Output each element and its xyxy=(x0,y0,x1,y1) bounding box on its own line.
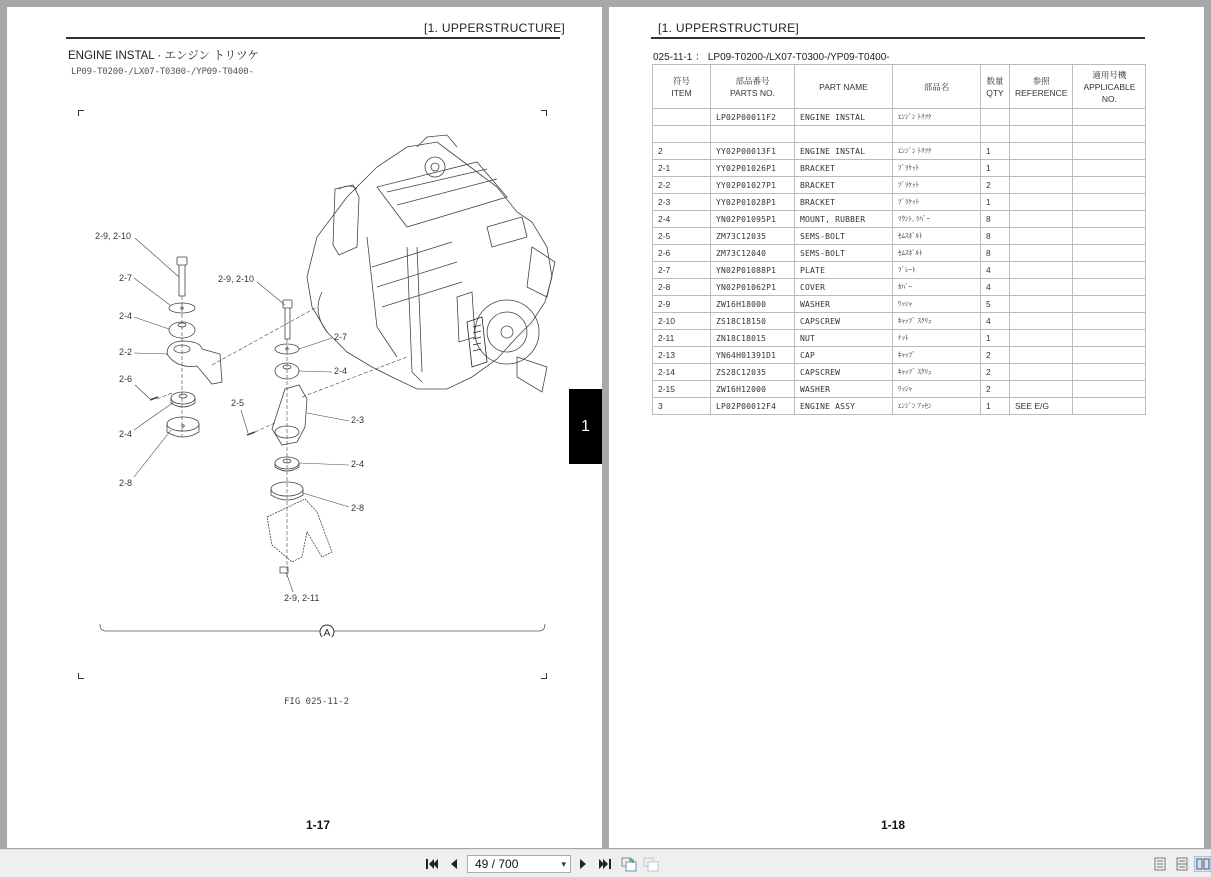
callout-label: 2-9, 2-11 xyxy=(284,593,320,603)
navigation-toolbar xyxy=(0,849,1211,877)
table-row: 2-13 YN64H01391D1 CAP ｷｬｯﾌﾞ 2 xyxy=(653,347,1146,364)
last-page-icon xyxy=(598,858,612,870)
crop-mark xyxy=(78,673,84,679)
table-row: 2-15 ZW16H12000 WASHER ﾜｯｼｬ 2 xyxy=(653,381,1146,398)
right-mount-assembly xyxy=(247,300,332,573)
col-part-name: PART NAME xyxy=(795,65,893,109)
exploded-diagram xyxy=(77,127,557,637)
page-number: 1-17 xyxy=(306,818,331,832)
table-row: 3 LP02P00012F4 ENGINE ASSY ｴﾝｼﾞﾝ ｱｯｾﾝ 1 SEE E/G xyxy=(653,398,1146,415)
chevron-down-icon[interactable]: ▾ xyxy=(561,859,566,869)
table-row: 2-9 ZW16H18000 WASHER ﾜｯｼｬ 5 xyxy=(653,296,1146,313)
col-applicable: 適用号機 APPLICABLE NO. xyxy=(1073,65,1146,109)
figure-caption: FIG 025-11-2 xyxy=(284,697,350,707)
callout-label: 2-3 xyxy=(351,415,365,425)
two-page-icon xyxy=(1196,858,1210,870)
table-row: 2-6 ZM73C12040 SEMS-BOLT ｾﾑｽﾎﾞﾙﾄ 8 xyxy=(653,245,1146,262)
table-row: 2-3 YY02P01028P1 BRACKET ﾌﾞﾗｹｯﾄ 1 xyxy=(653,194,1146,211)
single-page-view-button[interactable] xyxy=(1152,856,1168,872)
callout-label: 2-8 xyxy=(119,478,133,488)
model-range: LP09-T0200-/LX07-T0300-/YP09-T0400- xyxy=(71,67,254,77)
table-row: 2 YY02P00013F1 ENGINE INSTAL ｴﾝｼﾞﾝ ﾄﾘﾂｹ 1 xyxy=(653,143,1146,160)
table-row: LP02P00011F2 ENGINE INSTAL ｴﾝｼﾞﾝ ﾄﾘﾂｹ xyxy=(653,109,1146,126)
table-row: 2-10 ZS18C18150 CAPSCREW ｷｬｯﾌﾞ ｽｸﾘｭ 4 xyxy=(653,313,1146,330)
table-header-row xyxy=(653,65,1146,109)
parts-table xyxy=(652,64,1146,415)
col-item: 符号 ITEM xyxy=(653,65,711,109)
callout-label: 2-4 xyxy=(351,459,365,469)
page-left xyxy=(7,7,602,848)
single-page-icon xyxy=(1154,857,1166,871)
chapter-tab: 1 xyxy=(569,389,602,464)
header-rule xyxy=(651,37,1145,39)
col-part-name-jp: 部品名 xyxy=(893,65,981,109)
crop-mark xyxy=(541,110,547,116)
callout-label: 2-6 xyxy=(119,374,133,384)
table-row: 2-7 YN02P01088P1 PLATE ﾌﾞﾚｰﾄ 4 xyxy=(653,262,1146,279)
page-title: ENGINE INSTAL · エンジン トリツケ xyxy=(68,50,259,62)
table-row: 2-5 ZM73C12035 SEMS-BOLT ｾﾑｽﾎﾞﾙﾄ 8 xyxy=(653,228,1146,245)
callout-label: 2-8 xyxy=(351,503,365,513)
left-mount-assembly xyxy=(150,257,222,437)
continuous-view-button[interactable] xyxy=(1174,856,1190,872)
prev-page-icon xyxy=(449,858,459,870)
page-right xyxy=(609,7,1204,848)
callout-label: 2-7 xyxy=(334,332,348,342)
callout-label: 2-4 xyxy=(334,366,348,376)
crop-mark xyxy=(78,110,84,116)
section-header: [1. UPPERSTRUCTURE] xyxy=(658,21,800,35)
crop-mark xyxy=(541,673,547,679)
view-marker: A xyxy=(323,628,331,637)
last-page-button[interactable] xyxy=(597,856,613,872)
go-forward-button[interactable] xyxy=(643,856,659,872)
callout-label: 2-2 xyxy=(119,347,133,357)
engine-icon xyxy=(307,135,555,392)
next-page-button[interactable] xyxy=(575,856,591,872)
col-parts-no: 部品番号 PARTS NO. xyxy=(711,65,795,109)
continuous-page-icon xyxy=(1176,857,1188,871)
table-row xyxy=(653,126,1146,143)
next-page-icon xyxy=(578,858,588,870)
two-page-view-button[interactable] xyxy=(1194,856,1211,872)
first-page-icon xyxy=(425,858,439,870)
callout-label: 2-5 xyxy=(231,398,245,408)
col-reference: 参照 REFERENCE xyxy=(1010,65,1073,109)
table-row: 2-8 YN02P01062P1 COVER ｶﾊﾞｰ 4 xyxy=(653,279,1146,296)
callout-label: 2-4 xyxy=(119,311,133,321)
table-row: 2-2 YY02P01027P1 BRACKET ﾌﾞﾗｹｯﾄ 2 xyxy=(653,177,1146,194)
callout-label: 2-9, 2-10 xyxy=(95,231,132,241)
callout-label: 2-9, 2-10 xyxy=(218,274,255,284)
table-row: 2-11 ZN18C18015 NUT ﾅｯﾄ 1 xyxy=(653,330,1146,347)
table-row: 2-4 YN02P01095P1 MOUNT, RUBBER ﾏｳﾝﾄ, ﾗﾊﾞｰ 8 xyxy=(653,211,1146,228)
col-qty: 数量 QTY xyxy=(981,65,1010,109)
go-back-button[interactable] xyxy=(621,856,637,872)
page-indicator-text: 49 / 700 xyxy=(475,857,519,871)
previous-view-icon xyxy=(621,856,637,872)
table-row: 2-14 ZS28C12035 CAPSCREW ｷｬｯﾌﾞ ｽｸﾘｭ 2 xyxy=(653,364,1146,381)
section-header: [1. UPPERSTRUCTURE] xyxy=(424,21,566,35)
table-row: 2-1 YY02P01026P1 BRACKET ﾌﾞﾗｹｯﾄ 1 xyxy=(653,160,1146,177)
model-range: 025-11-1 ： LP09-T0200-/LX07-T0300-/YP09-T0400- xyxy=(653,52,890,63)
page-number-input[interactable] xyxy=(467,855,571,873)
page-number: 1-18 xyxy=(881,818,906,832)
engine-mount-illustration xyxy=(77,127,557,637)
next-view-icon xyxy=(643,856,659,872)
prev-page-button[interactable] xyxy=(446,856,462,872)
header-rule xyxy=(66,37,560,39)
first-page-button[interactable] xyxy=(424,856,440,872)
callout-label: 2-7 xyxy=(119,273,133,283)
callout-label: 2-4 xyxy=(119,429,133,439)
